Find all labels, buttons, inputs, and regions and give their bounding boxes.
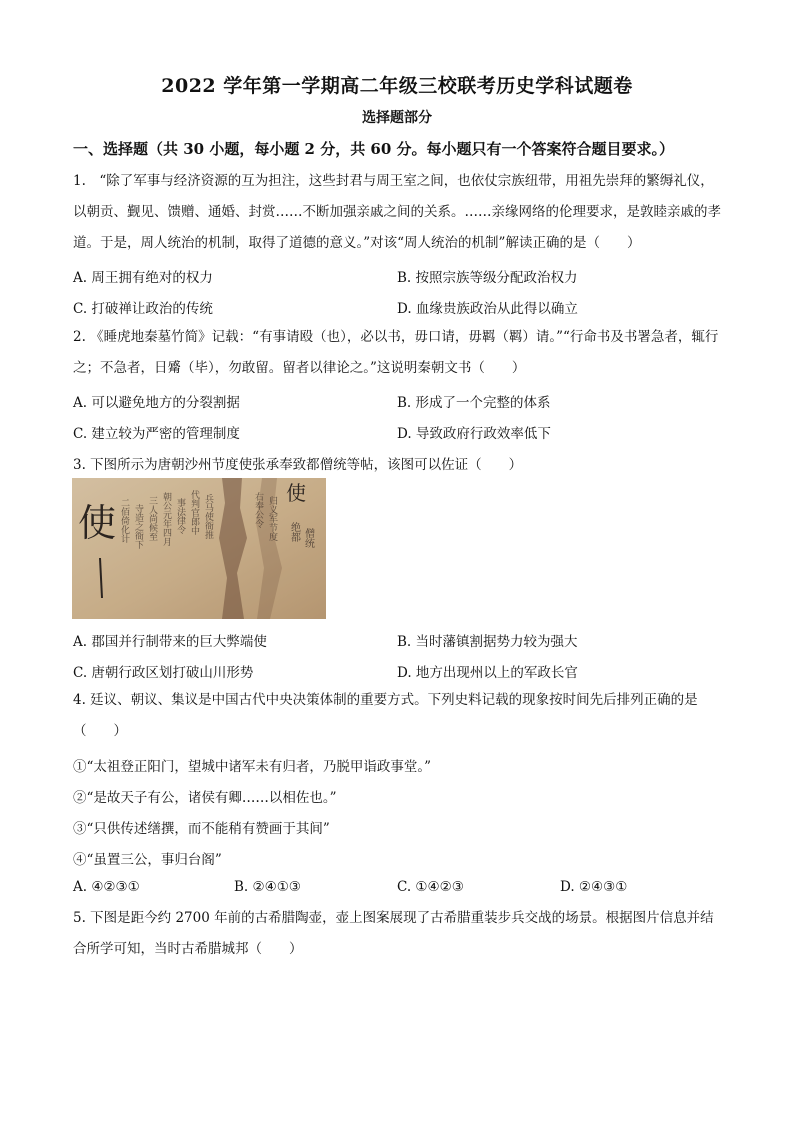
svg-text:事法律令: 事法律令 — [175, 498, 185, 534]
svg-text:使: 使 — [78, 501, 117, 545]
question-2-option-b[interactable]: B. 形成了一个完整的体系 — [397, 395, 551, 411]
question-5-stem: 5. 下图是距今约 2700 年前的古希腊陶壶，壶上图案展现了古希腊重装步兵交战的场景。根据图片信息并结合所学可知，当时古希腊城邦（ ） — [73, 910, 714, 957]
question-4-stem: 4. 廷议、朝议、集议是中国古代中央决策体制的重要方式。下列史料记载的现象按时间先后排列正确的是（ ） — [73, 692, 698, 739]
question-4-source-2: ②“是故天子有公，诸侯有卿……以相佐也。” — [73, 790, 337, 806]
exam-title: 2022 学年第一学期高二年级三校联考历史学科试题卷 — [161, 75, 633, 97]
question-1-option-c[interactable]: C. 打破禅让政治的传统 — [73, 301, 213, 317]
question-4-source-4: ④“虽置三公，事归台阁” — [73, 852, 222, 868]
svg-text:兵马使衙推: 兵马使衙推 — [203, 494, 213, 539]
svg-text:归义军节度: 归义军节度 — [267, 496, 277, 541]
svg-text:寺造之衙下: 寺造之衙下 — [133, 504, 143, 549]
question-4-option-a[interactable]: A. ④②③① — [73, 879, 140, 895]
svg-text:朝公元年四月: 朝公元年四月 — [161, 492, 171, 546]
question-4-source-1: ①“太祖登正阳门，望城中诸军未有归者，乃脱甲诣政事堂。” — [73, 759, 432, 775]
question-4-source-3: ③“只供传述缮撰，而不能稍有赞画于其间” — [73, 821, 330, 837]
question-1-stem: 1. “除了军事与经济资源的互为担注，这些封君与周王室之间，也依仗宗族纽带，用祖先崇拜的繁缛礼仪，以朝贡、觐见、馈赠、通婚、封赏……不断加强亲戚之间的关系。……亲缘网络的伦理要求，是敦睦亲戚的孝道。于是，周人统治的机制，取得了道德的意义。”对该“周人统治的机制”解读正确的是（ ） — [73, 173, 721, 251]
question-3-option-d[interactable]: D. 地方出现州以上的军政长官 — [397, 665, 578, 681]
question-1-option-b[interactable]: B. 按照宗族等级分配政治权力 — [397, 270, 578, 286]
svg-text:僧统: 僧统 — [302, 528, 314, 548]
question-1-option-a[interactable]: A. 周王拥有绝对的权力 — [73, 270, 213, 286]
svg-text:右奉公令: 右奉公令 — [253, 492, 263, 528]
question-2-option-d[interactable]: D. 导致政府行政效率低下 — [397, 426, 551, 442]
manuscript-picture — [72, 478, 326, 619]
question-3-option-c[interactable]: C. 唐朝行政区划打破山川形势 — [73, 665, 254, 681]
section-heading: 一、选择题（共 30 小题，每小题 2 分，共 60 分。每小题只有一个答案符合题目要求。） — [73, 140, 675, 158]
question-4-option-b[interactable]: B. ②④①③ — [234, 879, 301, 895]
question-3-option-a[interactable]: A. 郡国并行制带来的巨大弊端使 — [73, 634, 267, 650]
question-3-option-b[interactable]: B. 当时藩镇割据势力较为强大 — [397, 634, 578, 650]
question-4-option-d[interactable]: D. ②④③① — [560, 879, 628, 895]
question-4-option-c[interactable]: C. ①④②③ — [397, 879, 464, 895]
svg-text:三人尚候至: 三人尚候至 — [147, 496, 157, 541]
section-subtitle: 选择题部分 — [362, 110, 432, 126]
question-2-option-a[interactable]: A. 可以避免地方的分裂割据 — [73, 395, 240, 411]
question-2-stem: 2. 《睡虎地秦墓竹简》记载：“有事请殴（也），必以书，毋口请，毋羁（羁）请。”“行命书及书署急者，辄行之；不急者，日觱（毕），勿敢留。留者以律论之。”这说明秦朝文书（ ） — [73, 329, 719, 376]
manuscript-image — [72, 478, 326, 619]
svg-text:使: 使 — [286, 481, 306, 505]
svg-text:二佰倚化计: 二佰倚化计 — [119, 498, 129, 543]
svg-text:代判官郎中: 代判官郎中 — [189, 490, 199, 535]
question-3-stem: 3. 下图所示为唐朝沙州节度使张承奉致都僧统等帖，该图可以佐证（ ） — [73, 457, 523, 473]
question-1-option-d[interactable]: D. 血缘贵族政治从此得以确立 — [397, 301, 578, 317]
svg-text:绝都: 绝都 — [288, 522, 300, 542]
question-2-option-c[interactable]: C. 建立较为严密的管理制度 — [73, 426, 240, 442]
